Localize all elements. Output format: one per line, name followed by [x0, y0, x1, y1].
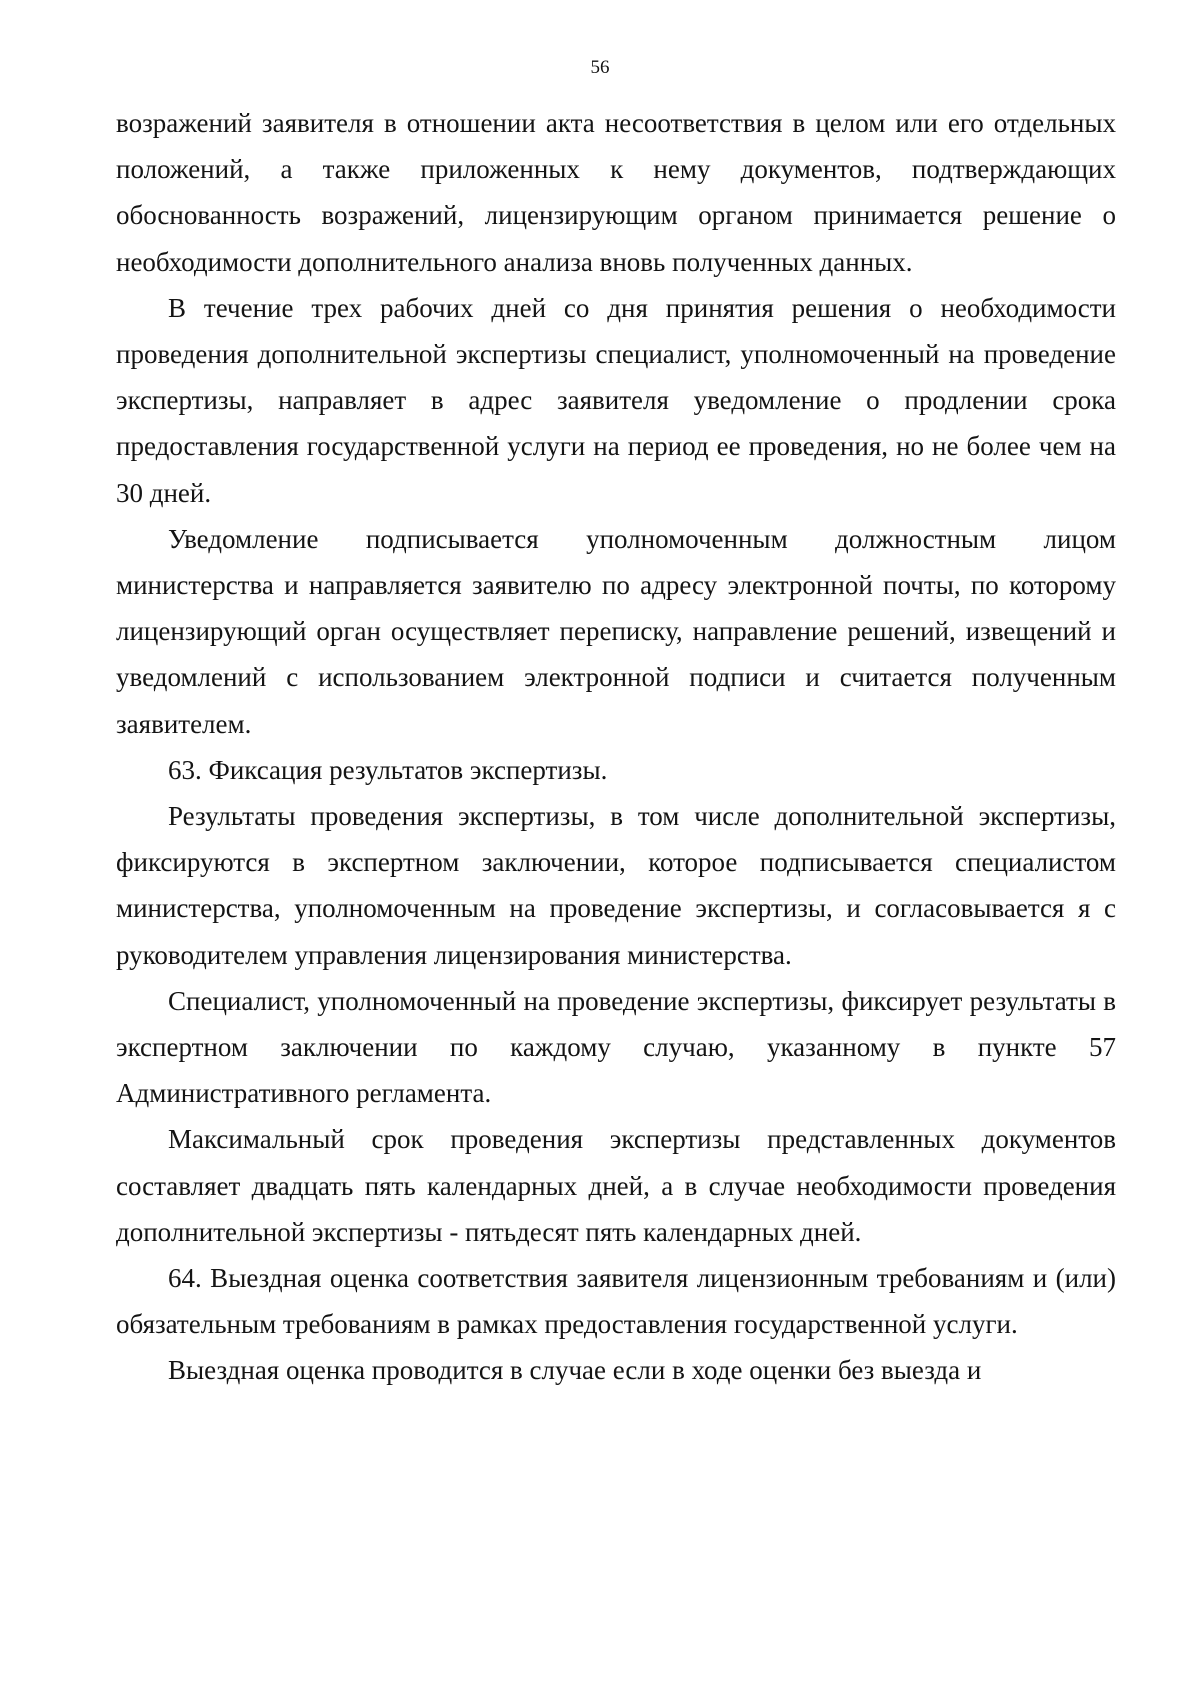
paragraph-onsite-assessment: Выездная оценка проводится в случае если в ходе оценки без выезда и — [168, 1355, 982, 1386]
paragraph-notice-signing: Уведомление подписывается уполномоченным должностным лицом министерства и направляется заявителю по адресу электронной почты, по которому лицензирующий орган осуществляет переписку, направление решений, извещений и уведомлений с использованием электронной подписи и считается полученным заявителем. — [116, 523, 1116, 739]
paragraph-results-recording: Результаты проведения экспертизы, в том числе дополнительной экспертизы, фиксируются в экспертном заключении, которое подписывается специалистом министерства, уполномоченным на проведение экспертизы, и согласовывается я с руководителем управления лицензирования министерства. — [116, 801, 1116, 970]
page-number: 56 — [590, 57, 610, 78]
paragraph-continuation: возражений заявителя в отношении акта несоответствия в целом или его отдельных положений, а также приложенных к нему документов, подтверждающих обоснованность возражений, лицензирующим органом принимается решение о необходимости дополнительного анализа вновь полученных данных. — [116, 108, 1116, 277]
paragraph-maximum-term: Максимальный срок проведения экспертизы представленных документов составляет двадцать пять календарных дней, а в случае необходимости проведения дополнительной экспертизы - пятьдесят пять календарных дней. — [116, 1124, 1116, 1247]
paragraph-additional-expertise-notice: В течение трех рабочих дней со дня принятия решения о необходимости проведения дополнительной экспертизы специалист, уполномоченный на проведение экспертизы, направляет в адрес заявителя уведомление о продлении срока предоставления государственной услуги на период ее проведения, но не более чем на 30 дней. — [116, 292, 1116, 508]
document-body — [116, 100, 1116, 1394]
paragraph-specialist-records: Специалист, уполномоченный на проведение экспертизы, фиксирует результаты в экспертном заключении по каждому случаю, указанному в пункте 57 Административного регламента. — [116, 985, 1116, 1109]
paragraph-item-63: 63. Фиксация результатов экспертизы. — [168, 754, 608, 785]
paragraph-item-64: 64. Выездная оценка соответствия заявителя лицензионным требованиям и (или) обязательным требованиям в рамках предоставления государственной услуги. — [116, 1263, 1116, 1340]
